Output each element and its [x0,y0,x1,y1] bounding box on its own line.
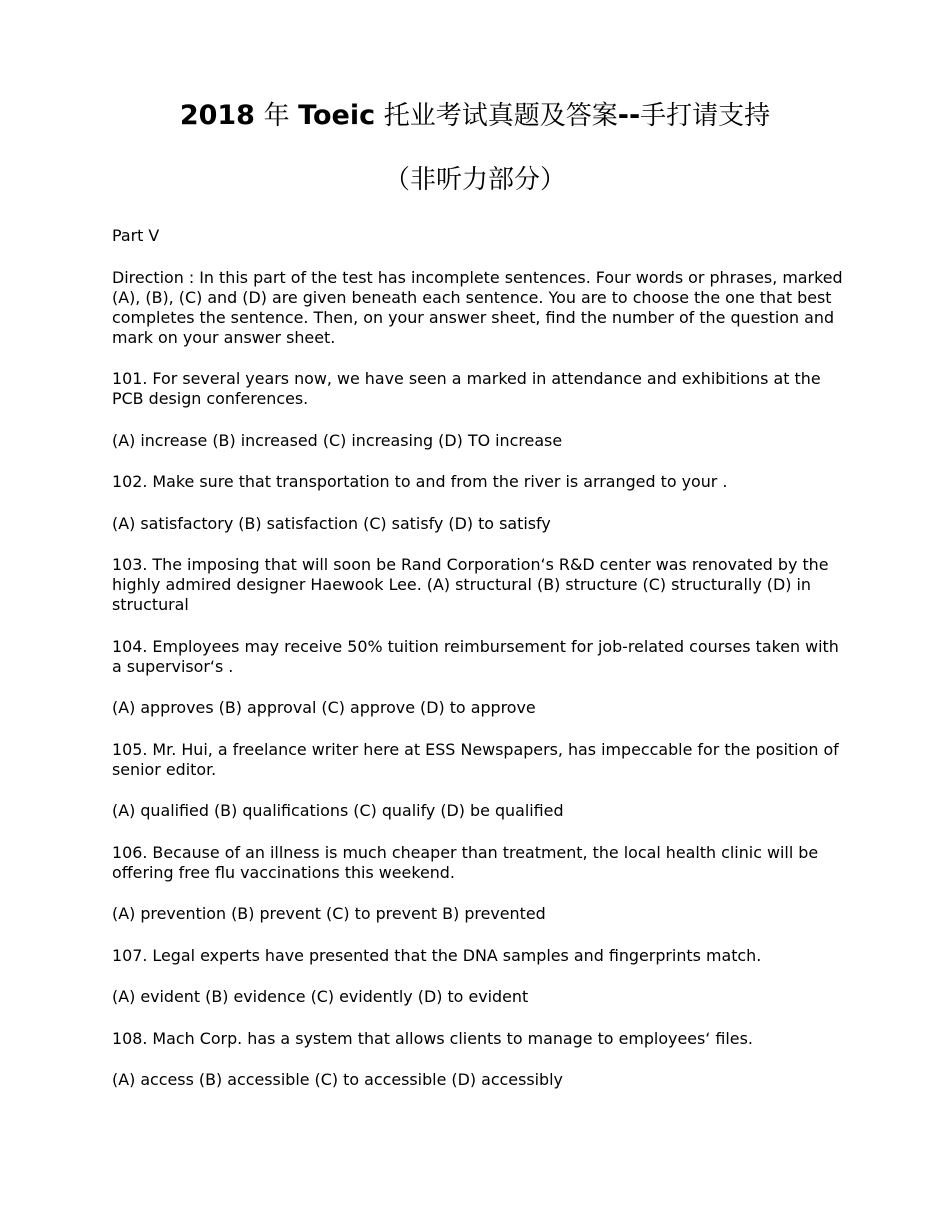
question-options-108: (A) access (B) accessible (C) to accessible (D) accessibly [112,1070,563,1089]
title-cn-text: 托业考试真题及答案 [383,101,618,131]
question-options-106: (A) prevention (B) prevent (C) to prevent B) prevented [112,904,546,923]
question-options-102: (A) satisfactory (B) satisfaction (C) satisfy (D) to satisfy [112,513,551,533]
question-stem-107: 107. Legal experts have presented that the DNA samples and fingerprints match. [112,945,762,965]
question-options-105: (A) qualified (B) qualifications (C) qualify (D) be qualified [112,801,564,820]
document-body [112,226,847,1112]
title-year-suffix: 年 [263,101,290,131]
question-stem-106: 106. Because of an illness is much cheaper than treatment, the local health clinic will be offering free flu vaccinations this weekend. [112,842,819,882]
document-title [0,96,950,136]
title-year: 2018 [179,100,255,131]
title-cn-tail: 手打请支持 [640,101,771,131]
document-subtitle: （非听力部分） [383,165,566,195]
title-exam-name: Toeic [298,100,376,131]
title-dashes: -- [617,100,641,131]
question-stem-105: 105. Mr. Hui, a freelance writer here at ESS Newspapers, has impeccable for the position of senior editor. [112,739,839,779]
section-heading: Part V [112,226,160,245]
question-stem-101: 101. For several years now, we have seen a marked in attendance and exhibitions at the PCB design conferences. [112,369,821,408]
question-stem-108: 108. Mach Corp. has a system that allows clients to manage to employees‘ files. [112,1028,753,1048]
question-stem-103: 103. The imposing that will soon be Rand Corporation‘s R&D center was renovated by the highly admired designer Haewook Lee. (A) structural (B) structure (C) structurally (D) in structural [112,555,829,614]
question-options-107: (A) evident (B) evidence (C) evidently (D) to evident [112,987,529,1006]
question-stem-104: 104. Employees may receive 50% tuition reimbursement for job-related courses taken with a supervisor‘s . [112,636,839,676]
question-options-101: (A) increase (B) increased (C) increasing (D) TO increase [112,430,563,450]
question-options-104: (A) approves (B) approval (C) approve (D) to approve [112,698,536,717]
direction-paragraph: Direction : In this part of the test has incomplete sentences. Four words or phrases, marked (A), (B), (C) and (D) are given beneath each sentence. You are to choose the one that best completes the sentence. Then, on your answer sheet, find the number of the question and mark on your answer sheet. [112,267,843,347]
question-stem-102: 102. Make sure that transportation to and from the river is arranged to your . [112,472,728,491]
